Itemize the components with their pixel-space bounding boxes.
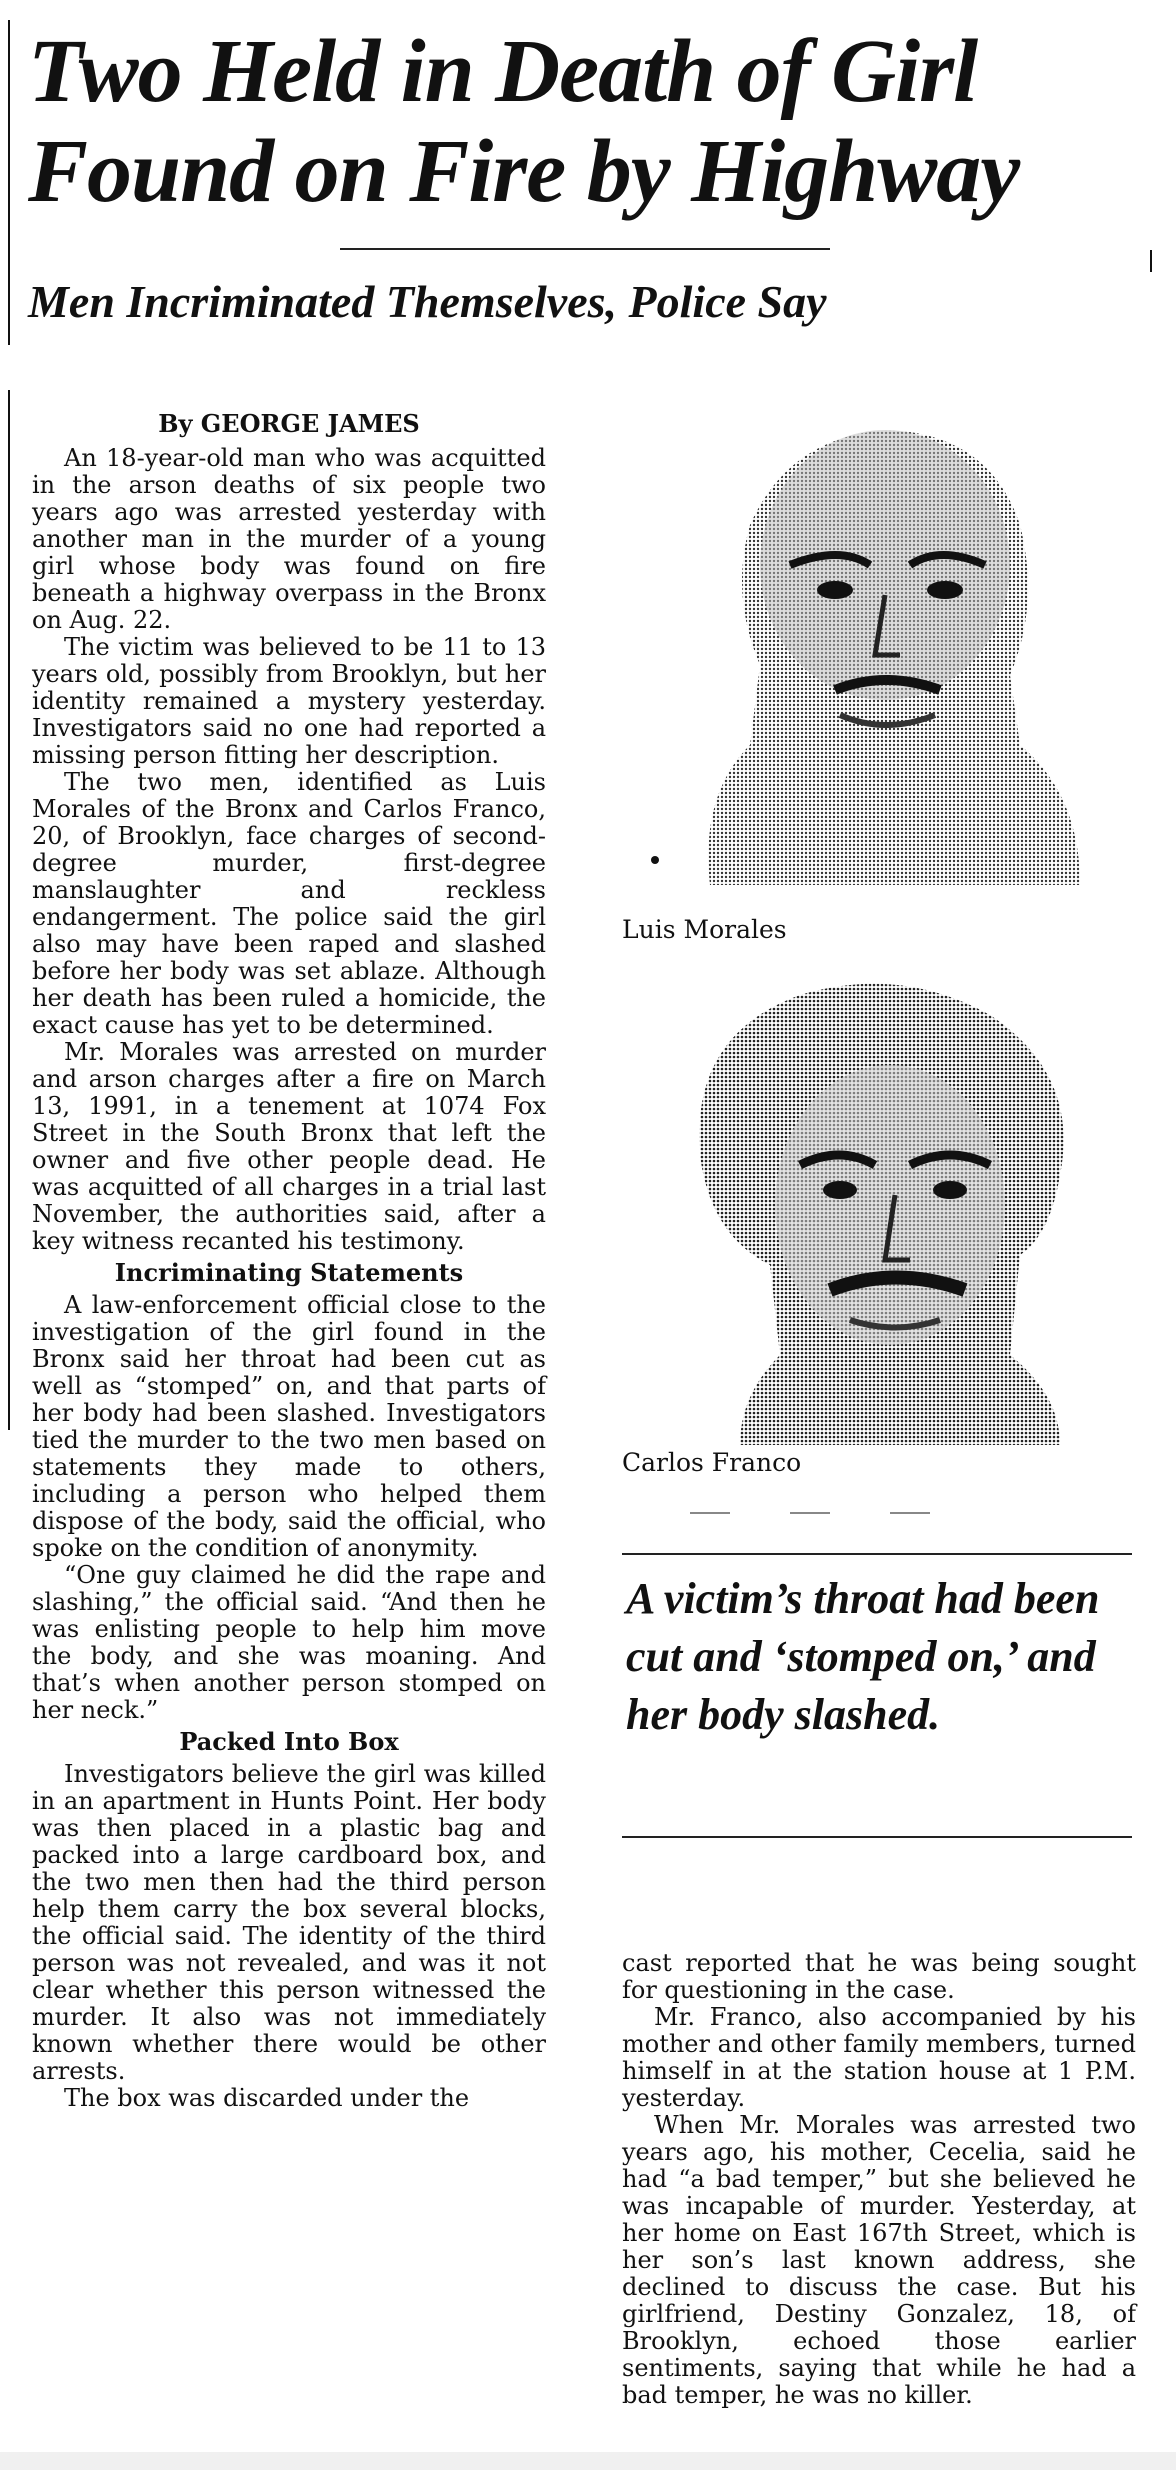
byline: By GEORGE JAMES <box>158 409 420 438</box>
headline <box>28 22 1148 222</box>
portrait-1-image <box>640 415 1140 885</box>
paragraph-8: The box was discarded under the <box>64 2084 470 2112</box>
paragraph-5: A law-enforcement official close to the investigation of the girl found in the Bronx said her throat had been cut as well as “stomped” on, and that parts of her body had been slashed. Investigators tied the murder to the two men based on statements they made to others, including a person who helped them dispose of the body, said the official, who spoke on the condition of anonymity. <box>32 1291 546 1562</box>
paragraph-2: The victim was believed to be 11 to 13 years old, possibly from Brooklyn, but her identity remained a mystery yesterday. Investigators said no one had reported a missing person fitting her description. <box>32 633 546 769</box>
photo1-caption: Luis Morales <box>622 915 787 944</box>
horizontal-scrollbar[interactable] <box>0 2452 1176 2470</box>
subhead-packed: Packed Into Box <box>179 1727 399 1756</box>
paragraph-6: “One guy claimed he did the rape and slashing,” the official said. “And then he was enlisting people to help him move the body, and she was moaning. And that’s when another person stomped on her neck.” <box>32 1561 546 1724</box>
paragraph-4: Mr. Morales was arrested on murder and arson charges after a fire on March 13, 1991, in a tenement at 1074 Fox Street in the South Bronx that left the owner and five other people dead. He was acquitted of all charges in a trial last November, the authorities said, after a key witness recanted his testimony. <box>32 1038 546 1255</box>
headline-divider <box>340 248 830 250</box>
subheadline: Men Incriminated Themselves, Police Say <box>28 276 827 327</box>
photo2-caption: Carlos Franco <box>622 1448 802 1477</box>
headline-line-2: Found on Fire by Highway <box>28 122 1020 221</box>
paragraph-right-3: When Mr. Morales was arrested two years ago, his mother, Cecelia, said he had “a bad temper,” but she believed he was incapable of murder. Yesterday, at her home on East 167th Street, which is her son’s last known address, she declined to discuss the case. But his girlfriend, Destiny Gonzalez, 18, of Brooklyn, echoed those earlier sentiments, saying that while he had a bad temper, he was no killer. <box>622 2111 1136 2409</box>
article-column-right <box>622 1950 1136 2409</box>
photo-luis-morales <box>640 415 1140 885</box>
pullquote-bottom-rule <box>622 1836 1132 1838</box>
portrait-2-image <box>680 975 1080 1445</box>
pullquote: A victim’s throat had been cut and ‘stomped on,’ and her body slashed. <box>626 1574 1100 1739</box>
caption-dash-2 <box>790 1512 830 1514</box>
article-column-left <box>32 410 546 2112</box>
paragraph-7: Investigators believe the girl was killed in an apartment in Hunts Point. Her body was then placed in a plastic bag and packed into a large cardboard box, and the two men then had the third person help them carry the box several blocks, the official said. The identity of the third person was not revealed, and was it not clear whether this person witnessed the murder. It also was not immediately known whether there would be other arrests. <box>32 1760 546 2085</box>
paragraph-1: An 18-year-old man who was acquitted in the arson deaths of six people two years ago was arrested yesterday with another man in the murder of a young girl whose body was found on fire beneath a highway overpass in the Bronx on Aug. 22. <box>32 444 546 634</box>
paragraph-3: The two men, identified as Luis Morales of the Bronx and Carlos Franco, 20, of Brooklyn, face charges of second-degree murder, first-degree manslaughter and reckless endangerment. The police said the girl also may have been raped and slashed before her body was set ablaze. Although her death has been ruled a homicide, the exact cause has yet to be determined. <box>32 768 546 1039</box>
headline-line-1: Two Held in Death of Girl <box>28 22 978 121</box>
subhead-incriminating: Incriminating Statements <box>114 1258 464 1287</box>
column-left-rule <box>8 390 10 1430</box>
caption-dash-1 <box>690 1512 730 1514</box>
caption-dash-3 <box>890 1512 930 1514</box>
photo-carlos-franco <box>680 975 1080 1445</box>
left-border-rule <box>8 20 10 345</box>
paragraph-right-1: cast reported that he was being sought for questioning in the case. <box>622 1949 1136 2004</box>
paragraph-right-2: Mr. Franco, also accompanied by his mother and other family members, turned himself in at the station house at 1 P.M. yesterday. <box>622 2003 1136 2112</box>
pullquote-top-rule <box>622 1553 1132 1555</box>
right-border-mark <box>1150 250 1152 272</box>
